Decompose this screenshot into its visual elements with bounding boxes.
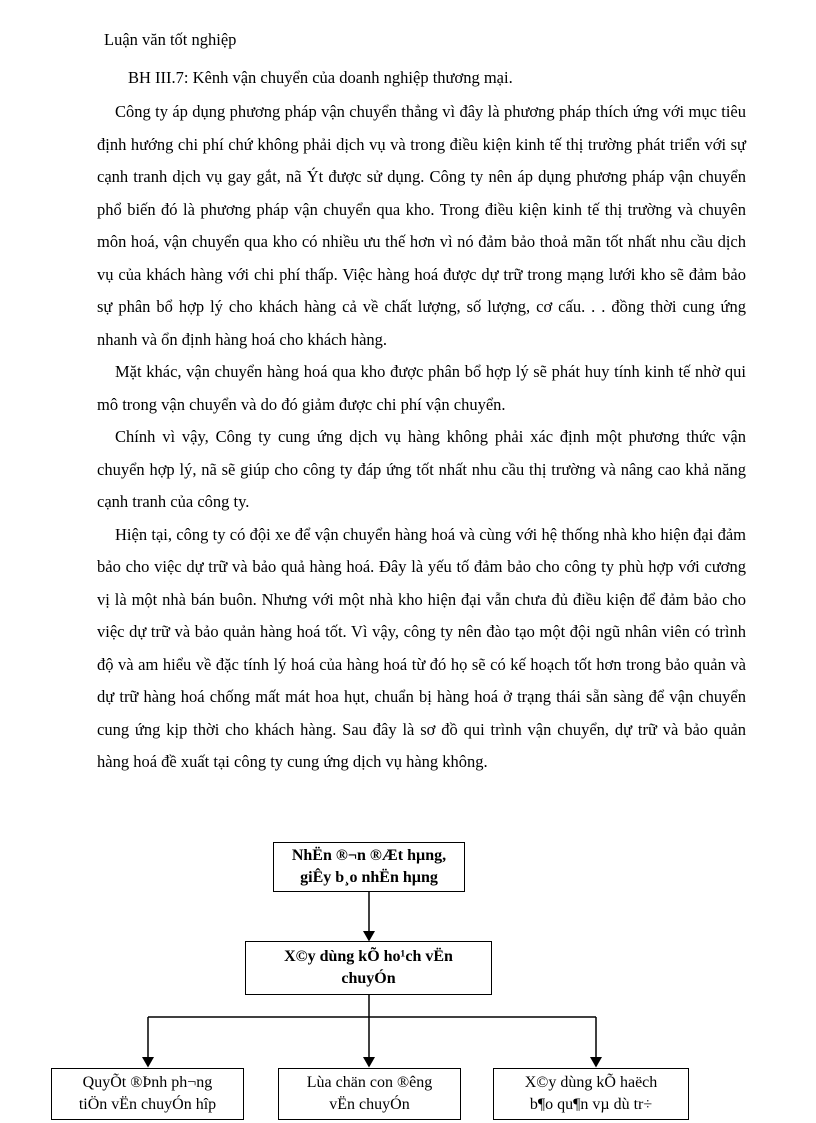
paragraph-3: Chính vì vậy, Công ty cung ứng dịch vụ hàng không phải xác định một phương thức vận chuyển hợp lý, nã sẽ giúp cho công ty đáp ứng tốt nhất nhu cầu thị trường và nâng cao khả năng cạnh tranh của công ty. — [97, 427, 746, 511]
flow-box-choose-vehicle — [51, 1068, 244, 1120]
flow-box-receive-order — [273, 842, 465, 892]
flow-box-5-line-2: b¶o qu¶n vµ dù tr÷ — [529, 1096, 653, 1113]
flow-box-1-line-1: NhËn ®¬n ®Æt hµng, — [291, 847, 447, 864]
flow-box-4-line-2: vËn chuyÓn — [329, 1096, 410, 1113]
paragraph-1: Công ty áp dụng phương pháp vận chuyển thẳng vì đây là phương pháp thích ứng với mục tiêu định hướng chi phí chứ không phải dịch vụ và trong điều kiện kinh tế thị trường phát triển với sự cạnh tranh dịch vụ gay gắt, nã Ýt được sử dụng. Công ty nên áp dụng phương pháp vận chuyển phổ biến đó là phương pháp vận chuyển qua kho. Trong điều kiện kinh tế thị trường và chuyên môn hoá, vận chuyển qua kho có nhiều ưu thế hơn vì nó đảm bảo thoả mãn tốt nhất nhu cầu dịch vụ của khách hàng với chi phí thấp. Việc hàng hoá được dự trữ trong mạng lưới kho sẽ đảm bảo sự phân bổ hợp lý cho khách hàng cả về chất lượng, số lượng, cơ cấu. . . đồng thời cung ứng nhanh và ổn định hàng hoá cho khách hàng. — [97, 102, 746, 349]
flow-box-2-line-2: chuyÓn — [341, 970, 396, 987]
figure-caption: BH III.7: Kênh vận chuyển của doanh nghiệp thương mại. — [128, 68, 513, 87]
flow-box-build-plan — [245, 941, 492, 995]
page-header: Luận văn tốt nghiệp — [104, 30, 237, 49]
flow-box-storage-plan — [493, 1068, 689, 1120]
flow-box-4-line-1: Lùa chän con ®êng — [306, 1074, 433, 1091]
flow-box-1-line-2: giÊy b¸o nhËn hµng — [300, 869, 438, 886]
flow-box-5-line-1: X©y dùng kÕ haëch — [524, 1074, 658, 1091]
flow-box-3-line-2: tiÖn vËn chuyÓn hîp — [78, 1096, 217, 1113]
paragraph-4: Hiện tại, công ty có đội xe để vận chuyển hàng hoá và cùng với hệ thống nhà kho hiện đại đảm bảo cho việc dự trữ và bảo quả hàng hoá. Đây là yếu tố đảm bảo cho công ty phù hợp với cương vị là một nhà bán buôn. Nhưng với một nhà kho hiện đại vẫn chưa đủ điều kiện để đảm bảo cho việc dự trữ và bảo quản hàng hoá tốt. Vì vậy, công ty nên đào tạo một đội ngũ nhân viên có trình độ và am hiểu về đặc tính lý hoá của hàng hoá từ đó họ sẽ có kế hoạch tốt hơn trong bảo quản và dự trữ hàng hoá chống mất mát hoa hụt, chuẩn bị hàng hoá ở trạng thái sẵn sàng để vận chuyển cung ứng kịp thời cho khách hàng. Sau đây là sơ đồ qui trình vận chuyển, dự trữ và bảo quản hàng hoá đề xuất tại công ty cung ứng dịch vụ hàng không. — [97, 524, 746, 771]
flow-box-select-route — [278, 1068, 461, 1120]
flow-box-2-line-1: X©y dùng kÕ ho¹ch vËn — [284, 948, 453, 965]
flow-box-3-line-1: QuyÕt ®Þnh ph¬ng — [82, 1074, 213, 1091]
paragraph-2: Mặt khác, vận chuyển hàng hoá qua kho được phân bổ hợp lý sẽ phát huy tính kinh tế nhờ qui mô trong vận chuyển và do đó giảm được chi phí vận chuyển. — [97, 362, 746, 414]
